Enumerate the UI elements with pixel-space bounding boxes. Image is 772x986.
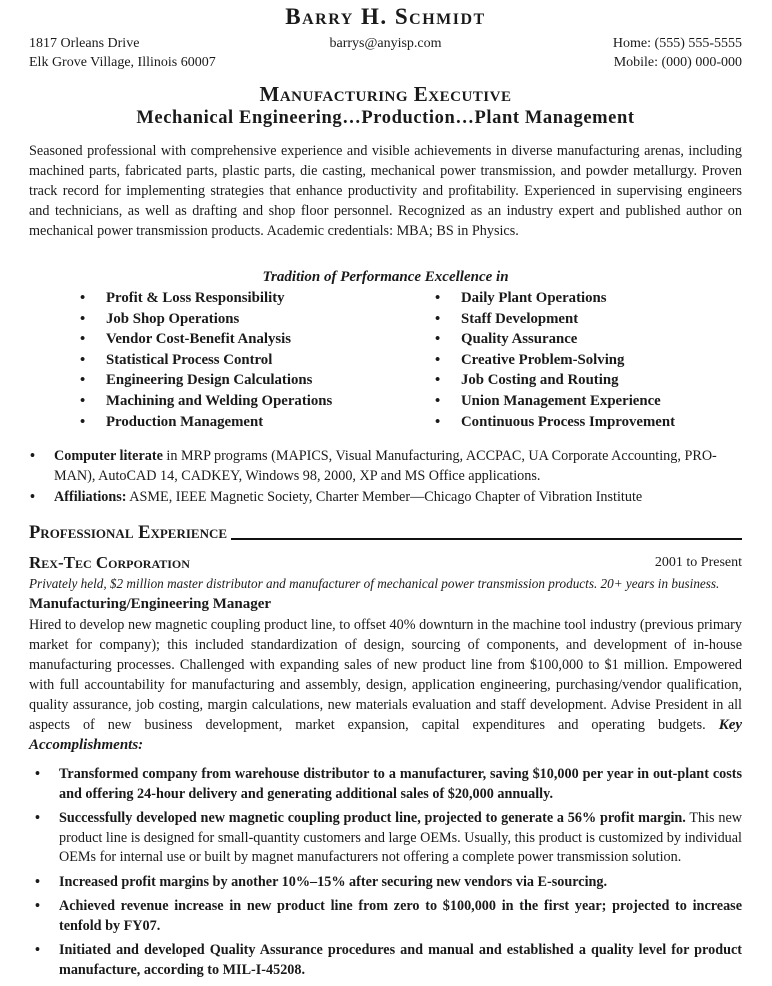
accomplishment-item: • Successfully developed new magnetic coupling product line, projected to generate a 56% profit margin. This new product line is designed for small-quantity customers and large OEMs. Usually, this product is customized by individual OEMs for internal use or built by magnet manufacturers not offering a complete power transmission solution. [59, 809, 742, 868]
accomplishment-item: • Increased profit margins by another 10%–15% after securing new vendors via E-sourcing. [59, 873, 742, 893]
competencies-right [29, 288, 675, 432]
competency-item: • Engineering Design Calculations [106, 370, 439, 391]
competency-item: • Job Costing and Routing [461, 370, 675, 391]
competency-item: • Production Management [106, 412, 439, 433]
section-heading-experience: Professional Experience [29, 521, 742, 545]
company-name: Rex-Tec Corporation [29, 553, 190, 573]
summary-paragraph: Seasoned professional with comprehensive experience and visible achievements in diverse manufacturing arenas, including machined parts, fabricated parts, plastic parts, die casting, mechanical power transmission, and powder metallurgy. Proven track record for implementing strategies that enhance productivity and profitability. Experienced in supervising engineers and technicians, as well as drafting and shop floor personnel. Recognized as an industry expert and published author on mechanical power transmission products. Academic credentials: MBA; BS in Physics. [29, 143, 742, 239]
address-line-2: Elk Grove Village, Illinois 60007 [29, 55, 216, 70]
competency-item: • Creative Problem-Solving [461, 350, 675, 371]
job-subtitle: Mechanical Engineering…Production…Plant Management [136, 108, 635, 128]
competency-item: • Daily Plant Operations [461, 288, 675, 309]
competency-item: • Vendor Cost-Benefit Analysis [106, 329, 439, 350]
divider [231, 538, 742, 540]
role-title: Manufacturing/Engineering Manager [29, 596, 272, 613]
accomplishment-item: • Achieved revenue increase in new product line from zero to $100,000 in the first year; projected to increase tenfold by FY07. [59, 897, 742, 936]
competency-item: • Continuous Process Improvement [461, 412, 675, 433]
contact-block [29, 34, 742, 72]
competency-item: • Machining and Welding Operations [106, 391, 439, 412]
list-item: • Computer literate in MRP programs (MAPICS, Visual Manufacturing, ACCPAC, UA Corporate Accounting, PRO-MAN), AutoCAD 14, CADKEY, Windows 98, 2000, XP and MS Office applications. [54, 446, 742, 486]
accomplishments-list [29, 765, 742, 980]
extras-list [29, 446, 742, 507]
mobile-phone: Mobile: (000) 000-000 [613, 55, 743, 70]
competency-item: • Union Management Experience [461, 391, 675, 412]
company-description: Privately held, $2 million master distributor and manufacturer of mechanical power transmission products. 20+ years in business. [29, 576, 720, 592]
address-line-1: 1817 Orleans Drive [29, 36, 140, 51]
competency-item: • Staff Development [461, 309, 675, 330]
competencies-heading: Tradition of Performance Excellence in [262, 269, 509, 285]
competency-item: • Quality Assurance [461, 329, 675, 350]
candidate-name: Barry H. Schmidt [285, 4, 486, 29]
competency-item: • Job Shop Operations [106, 309, 439, 330]
email[interactable]: barrys@anyisp.com [329, 36, 442, 51]
competencies-list [29, 288, 742, 432]
list-item: • Affiliations: ASME, IEEE Magnetic Society, Charter Member—Chicago Chapter of Vibration Institute [54, 487, 742, 507]
key-accomplishments-label: Key Accomplishments: [29, 717, 743, 754]
home-phone: Home: (555) 555-5555 [612, 36, 743, 51]
company-header [29, 552, 742, 574]
employment-dates: 2001 to Present [654, 555, 742, 571]
competency-item: • Statistical Process Control [106, 350, 439, 371]
role-description: Hired to develop new magnetic coupling product line, to offset 40% downturn in the machine tool industry (previous primary market for company); this included standardization of design, sourcing of components, and development of in-house manufacturing processes. Challenged with expanding sales of new product line from $100,000 to $1 million. Empowered with full accountability for manufacturing and assembly, design, application engineering, purchasing/vendor qualification, quality assurance, job costing, margin calculations, new materials evaluation and staff development. Advise President in all aspects of new business development, market expansion, capital expenditures and operating budgets. Key Accomplishments: [29, 617, 743, 754]
accomplishment-item: • Transformed company from warehouse distributor to a manufacturer, saving $10,000 per year in out-plant costs and offering 24-hour delivery and generating additional sales of $20,000 annually. [59, 765, 742, 804]
accomplishment-item: • Initiated and developed Quality Assurance procedures and manual and established a quality level for product manufacture, according to MIL-I-45208. [59, 941, 742, 980]
job-title: Manufacturing Executive [259, 82, 512, 106]
competency-item: • Profit & Loss Responsibility [106, 288, 439, 309]
